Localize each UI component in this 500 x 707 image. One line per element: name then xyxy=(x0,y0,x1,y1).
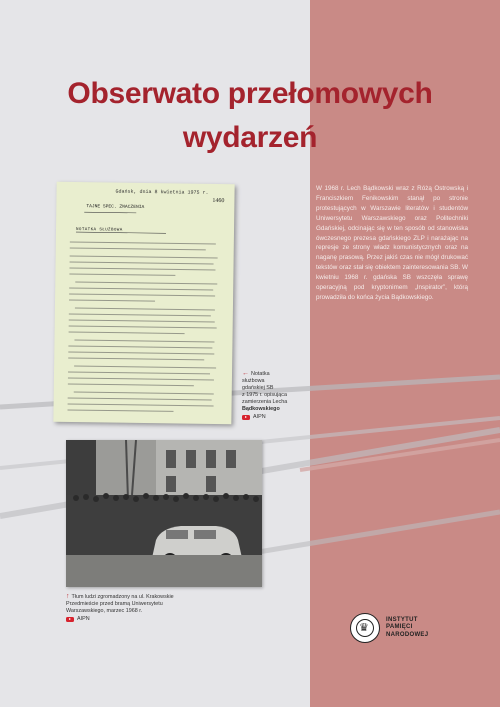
logo-line-1: INSTYTUT xyxy=(386,616,418,623)
archival-document-image xyxy=(53,182,234,424)
document-caption xyxy=(242,370,304,421)
logo-line-2: PAMIĘCI xyxy=(386,624,413,631)
photo-caption-source: AIPN xyxy=(77,616,90,622)
play-icon xyxy=(66,617,74,623)
document-handwritten-number: 1460 xyxy=(212,197,225,205)
photo-caption-text: Tłum ludzi zgromadzony na ul. Krakowskie Przedmieście przed bramą Uniwersytetu Warszawskiego, marzec 1968 r. xyxy=(66,594,174,614)
logo-line-3: NARODOWEJ xyxy=(386,631,429,638)
arrow-up-icon: ↑ xyxy=(66,593,70,600)
page-title xyxy=(0,72,500,160)
ipn-logo xyxy=(350,613,428,643)
body-text: W 1968 r. Lech Bądkowski wraz z Różą Ostrowską i Franciszkiem Fenikowskim stanął po stronie protestujących w Warszawie literatów i studentów Uniwersytetu Warszawskiego oraz Politechniki Gdańskiej, odcinając się w ten sposób od stanowiska ówczesnego prezesa gdańskiego ZLP i narażając na represje ze strony władz komunistycznych oraz na naganę prasową. Przez jakiś czas nie mógł drukować tekstów oraz stał się obiektem zainteresowania SB. W kwietniu 1968 r. gdańska SB wszczęła sprawę operacyjną pod kryptonimem „Inspirator”, którą prowadziła do końca życia Bądkowskiego. xyxy=(316,185,468,301)
document-caption-line: gdańskiej SB xyxy=(242,385,274,391)
document-caption-line: zamierzenia Lecha xyxy=(242,399,288,405)
document-date-line: Gdańsk, dnia 8 kwietnia 1975 r. xyxy=(115,188,209,196)
title-line-2: wydarzeń xyxy=(182,121,318,154)
title-line-1: Obserwato przełomowych xyxy=(67,77,433,110)
document-caption-line: z 1975 r. opisująca xyxy=(242,392,287,398)
document-caption-line: służbowa xyxy=(242,378,265,384)
document-caption-line: Bądkowskiego xyxy=(242,406,280,412)
document-classification: TAJNE SPEC. ZNACZENIA xyxy=(86,204,145,210)
photo-caption xyxy=(66,593,196,623)
document-caption-line: Notatka xyxy=(251,371,270,377)
play-icon xyxy=(242,415,250,421)
crowd-photo xyxy=(66,440,262,587)
crowd-photo-drawing xyxy=(66,440,262,587)
document-title: NOTATKA SŁUŻBOWA xyxy=(75,228,123,233)
ipn-seal-icon: ♛ xyxy=(350,613,380,643)
document-typed-lines xyxy=(53,182,234,424)
document-caption-source: AIPN xyxy=(253,414,266,420)
arrow-left-icon: ← xyxy=(242,370,249,377)
